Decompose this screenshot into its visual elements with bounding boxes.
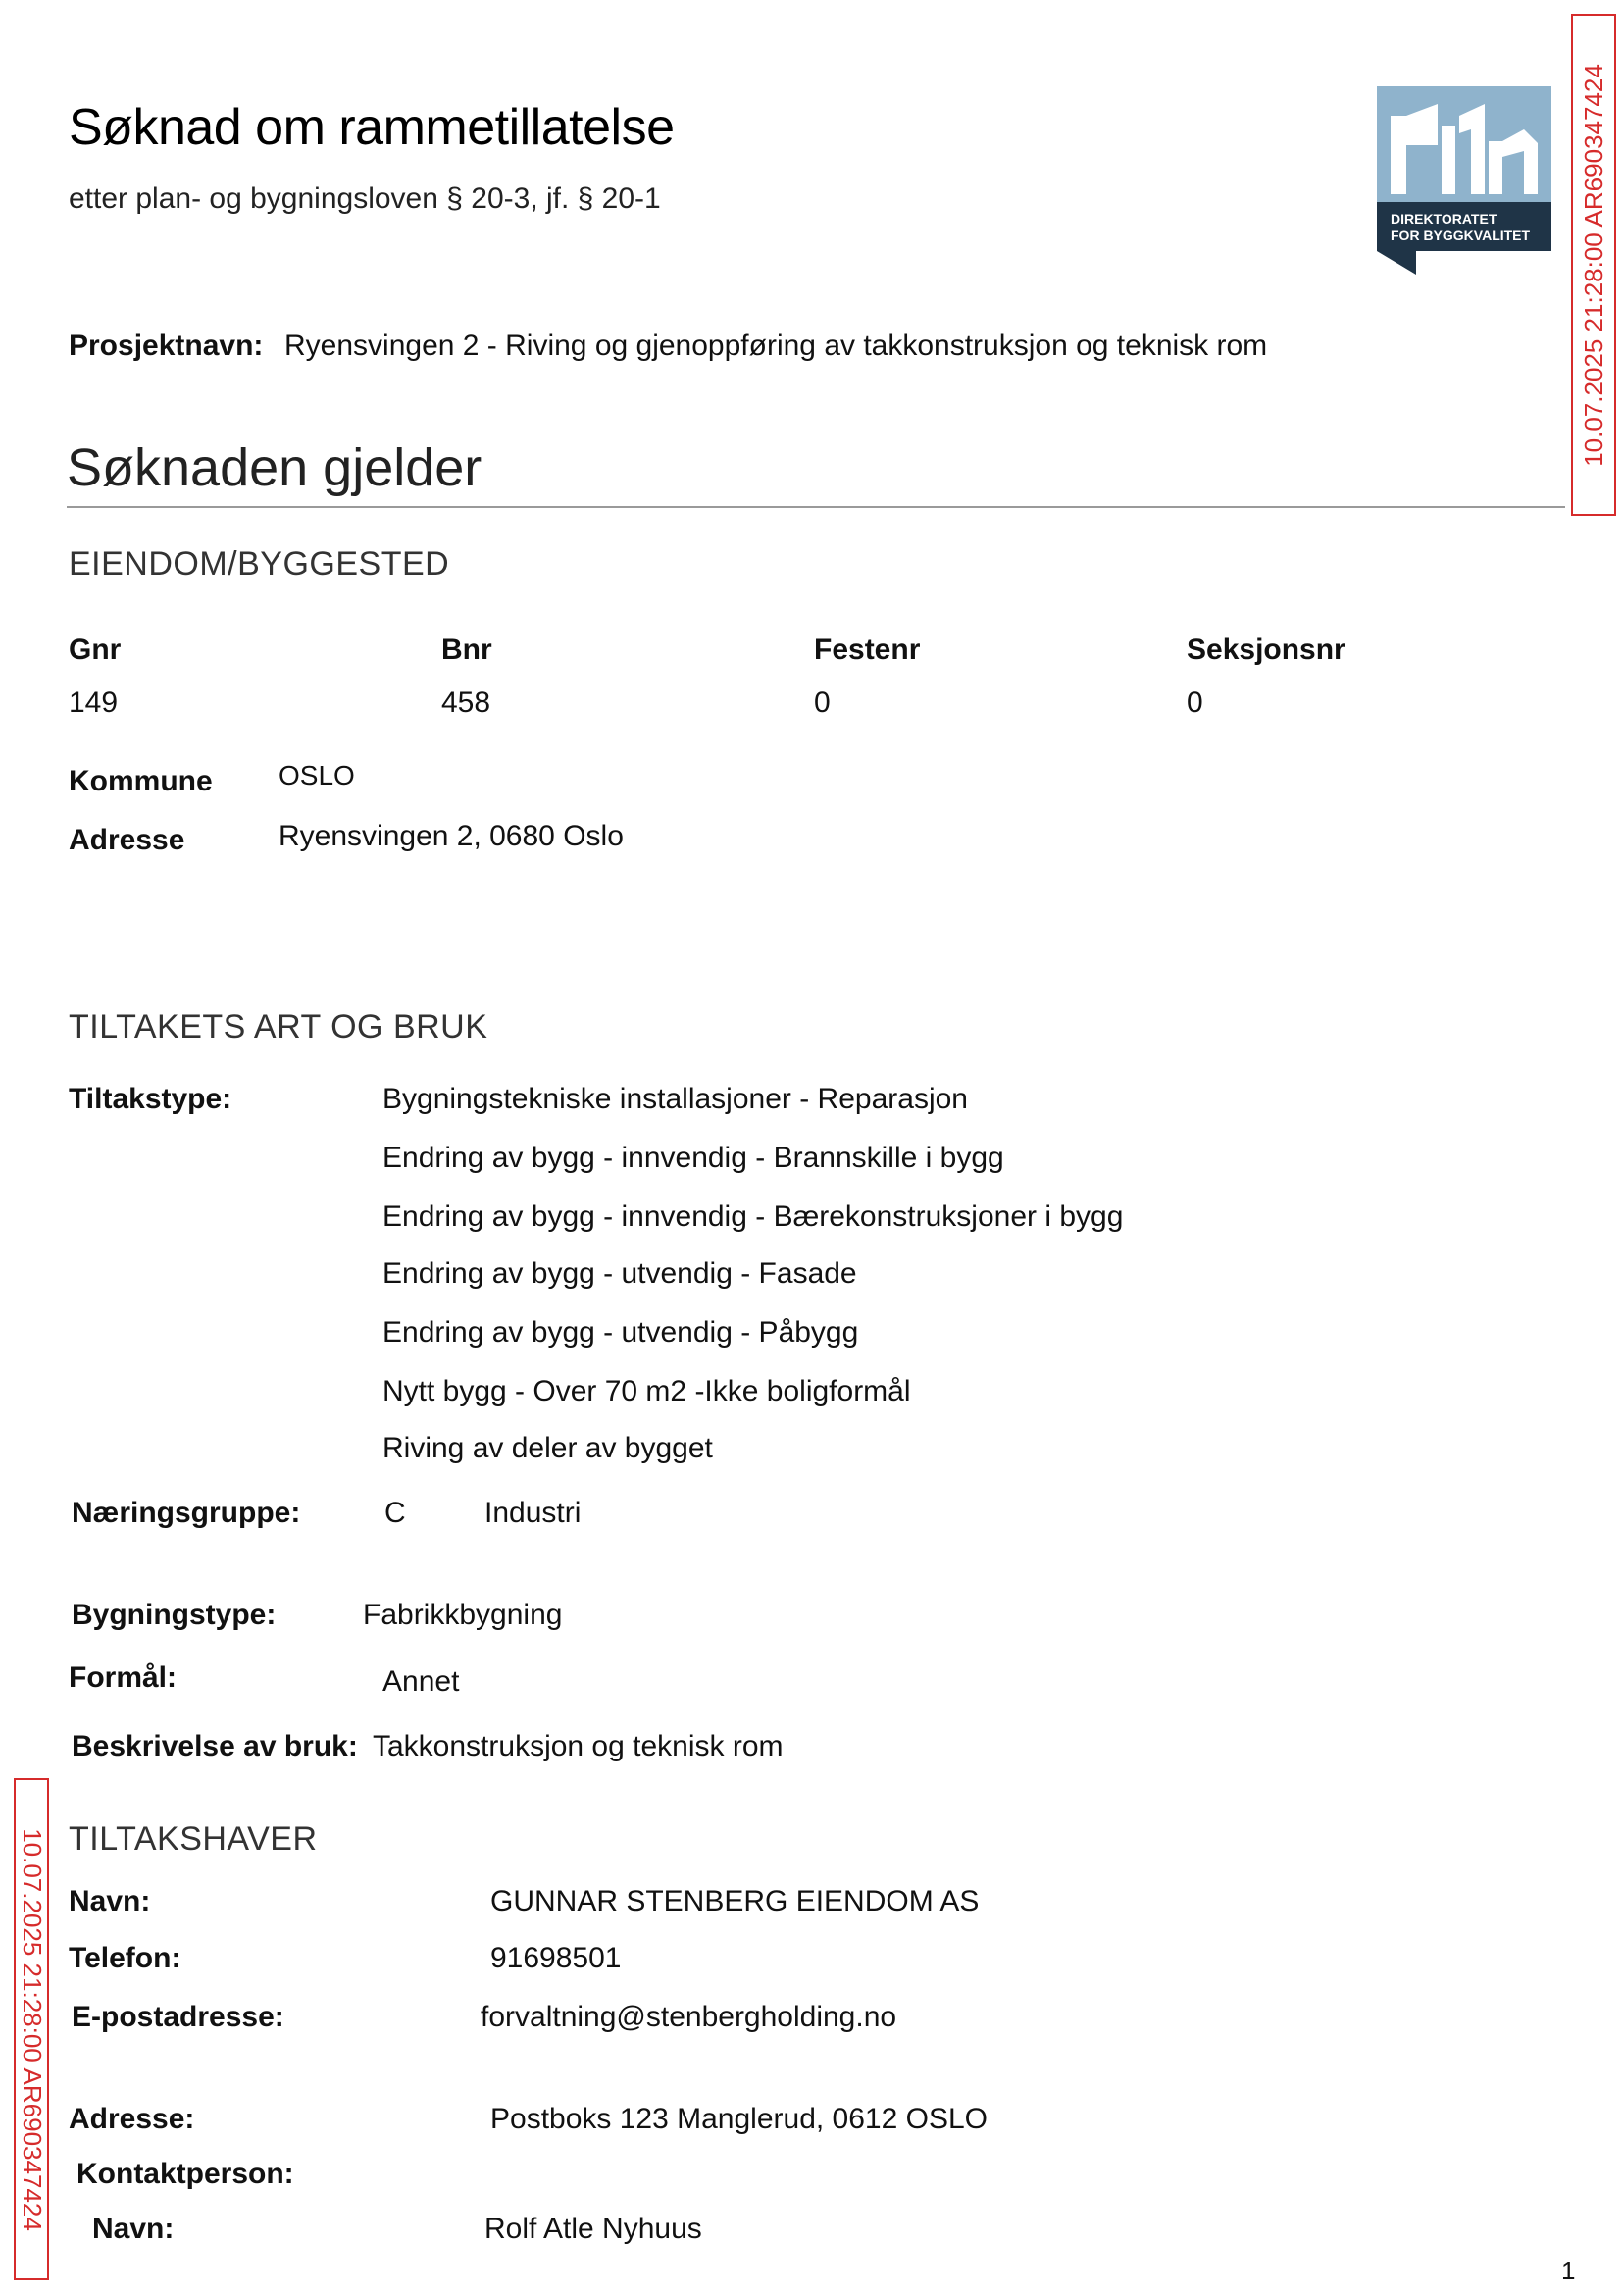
navn-label: Navn: (69, 1885, 151, 1917)
dibk-logo-icon (1377, 86, 1551, 275)
telefon-value: 91698501 (490, 1942, 622, 1974)
seksjonsnr-value: 0 (1187, 687, 1203, 719)
project-name: Ryensvingen 2 - Riving og gjenoppføring av takkonstruksjon og teknisk rom (284, 330, 1268, 362)
festenr-value: 0 (814, 687, 831, 719)
bruk-label: Beskrivelse av bruk: (72, 1730, 358, 1762)
tiltakstype-item: Bygningstekniske installasjoner - Reparasjon (382, 1083, 968, 1115)
tiltakstype-item: Endring av bygg - utvendig - Fasade (382, 1257, 857, 1290)
tiltakstype-item: Endring av bygg - innvendig - Bærekonstruksjoner i bygg (382, 1200, 1124, 1233)
section-divider (67, 506, 1565, 508)
timestamp-stamp-top: 10.07.2025 21:28:00 AR690347424 (1571, 14, 1616, 516)
project-label: Prosjektnavn: (69, 330, 264, 362)
naeringsgruppe-code: C (384, 1497, 406, 1529)
formal-value: Annet (382, 1665, 460, 1698)
navn-value: GUNNAR STENBERG EIENDOM AS (490, 1885, 980, 1917)
tiltakstype-item: Riving av deler av bygget (382, 1432, 713, 1464)
dibk-logo (1377, 86, 1551, 275)
document-title: Søknad om rammetillatelse (69, 99, 675, 156)
logo-line-2: FOR BYGGKVALITET (1391, 228, 1531, 243)
property-heading: EIENDOM/BYGGESTED (69, 545, 450, 583)
formal-label: Formål: (69, 1661, 178, 1694)
gnr-label: Gnr (69, 634, 122, 666)
kommune-label: Kommune (69, 765, 213, 797)
bnr-label: Bnr (441, 634, 492, 666)
bnr-value: 458 (441, 687, 491, 719)
kommune-value: OSLO (279, 760, 355, 790)
bruk-value: Takkonstruksjon og teknisk rom (373, 1730, 784, 1762)
adresse-value: Ryensvingen 2, 0680 Oslo (279, 820, 624, 852)
tiltakstype-item: Nytt bygg - Over 70 m2 -Ikke boligformål (382, 1375, 911, 1407)
kontakt-navn-value: Rolf Atle Nyhuus (484, 2213, 702, 2245)
page-number: 1 (1561, 2256, 1576, 2285)
timestamp-stamp-bottom: 10.07.2025 21:28:00 AR690347424 (14, 1778, 49, 2280)
bygningstype-label: Bygningstype: (72, 1599, 277, 1631)
tiltakstype-label: Tiltakstype: (69, 1083, 232, 1115)
tiltakshaver-heading: TILTAKSHAVER (69, 1820, 318, 1858)
kontakt-navn-label: Navn: (92, 2213, 175, 2245)
logo-line-1: DIREKTORATET (1391, 211, 1497, 227)
epost-value: forvaltning@stenbergholding.no (481, 2001, 897, 2033)
tiltakshaver-adresse-label: Adresse: (69, 2103, 195, 2135)
telefon-label: Telefon: (69, 1942, 181, 1974)
kontaktperson-label: Kontaktperson: (76, 2158, 294, 2190)
tiltakstype-item: Endring av bygg - innvendig - Brannskille i bygg (382, 1142, 1004, 1174)
festenr-label: Festenr (814, 634, 921, 666)
section-title: Søknaden gjelder (67, 438, 482, 497)
naeringsgruppe-label: Næringsgruppe: (72, 1497, 301, 1529)
gnr-value: 149 (69, 687, 119, 719)
document-subtitle: etter plan- og bygningsloven § 20-3, jf. § 20-1 (69, 182, 661, 215)
seksjonsnr-label: Seksjonsnr (1187, 634, 1345, 666)
epost-label: E-postadresse: (72, 2001, 284, 2033)
tiltakstype-item: Endring av bygg - utvendig - Påbygg (382, 1316, 859, 1349)
tiltakshaver-adresse-value: Postboks 123 Manglerud, 0612 OSLO (490, 2103, 988, 2135)
naeringsgruppe-name: Industri (484, 1497, 582, 1529)
bygningstype-value: Fabrikkbygning (363, 1599, 563, 1631)
tiltak-heading: TILTAKETS ART OG BRUK (69, 1008, 488, 1045)
adresse-label: Adresse (69, 824, 185, 856)
